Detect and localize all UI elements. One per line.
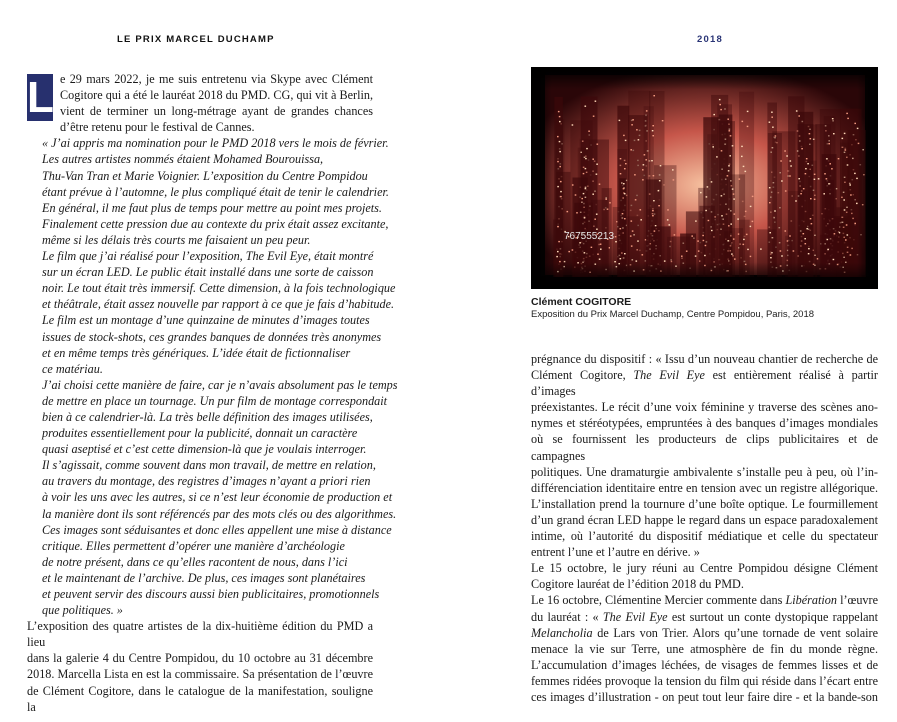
body-line: nymes et stéréotypées, empruntées à des banques d’images mondiales — [531, 416, 878, 431]
quote-line: et le maintenant de l’archive. De plus, ces images sont planétaires — [42, 570, 366, 585]
body-line: ces images d’illustration - on peut tout leur faire dire - et la bande-son — [531, 689, 878, 704]
quote-line: Les autres artistes nommés étaient Mohamed Bourouissa, — [42, 152, 324, 167]
body-line: L’installation prend la tournure d’une boîte optique. Le fourmillement — [531, 496, 878, 511]
exhibition-photo — [531, 67, 878, 289]
closing-line: L’exposition des quatre artistes de la dix-huitième édition du PMD a lieu — [27, 619, 373, 650]
quote-line: de notre présent, dans ce qu’elles racontent de nous, dans l’ici — [42, 554, 348, 569]
city-skyline-image — [531, 67, 878, 289]
intro-paragraph — [27, 71, 373, 135]
quote-line: et peuvent servir des discours aussi bien publicitaires, promotionnels — [42, 587, 380, 601]
quote-line: et en même temps très génériques. L’idée était de fictionnaliser — [42, 345, 351, 360]
quote-line: En général, il me faut plus de temps pour mettre au point mes projets. — [42, 200, 382, 215]
quote-line: même si les délais très courts me faisaient un peu peur. — [42, 232, 311, 247]
body-line: où se fournissent les producteurs de clips publicitaires et de campagnes — [531, 432, 878, 463]
drop-cap: L — [27, 73, 54, 122]
body-line: du lauréat : « The Evil Eye est surtout un conte dystopique rappelant — [531, 609, 878, 624]
quote-line: J’ai choisi cette manière de faire, car je n’avais absolument pas le temps — [42, 377, 398, 392]
quote-line: sur un écran LED. Le public était installé dans une sorte de caisson — [42, 265, 374, 280]
quote-line: la manière dont ils sont référencés par des mots clés ou des algorithmes. — [42, 506, 397, 521]
body-line: Clément Cogitore, The Evil Eye est entièrement réalisé à partir d’images — [531, 368, 878, 399]
quote-line: que politiques. » — [42, 603, 123, 618]
quote-line: Il s’agissait, comme souvent dans mon travail, de mettre en relation, — [42, 458, 376, 473]
left-column — [27, 71, 398, 715]
quote-line: Finalement cette pression due au contexte du prix était assez excitante, — [42, 216, 389, 231]
running-head-year: 2018 — [697, 34, 723, 45]
body-line: L’accumulation d’images léchées, de visages de femmes lisses et de — [531, 657, 878, 672]
quote-line: noir. Le tout était très immersif. Cette dimension, à la fois technologique — [42, 281, 396, 296]
body-line: différenciation identitaire entre en tension avec un registre allégorique. — [531, 480, 878, 495]
body-line: intime, où l’autorité du dispositif médiatique et celle du spectateur — [531, 529, 878, 544]
intro-line: vient de terminer un long-métrage ayant de grandes chances — [60, 104, 373, 119]
quote-line: critique. Elles permettent d’opérer une manière d’archéologie — [42, 538, 345, 553]
quote-line: « J’ai appris ma nomination pour le PMD 2018 vers le mois de février. — [42, 136, 389, 151]
quote-line: bien à ce calendrier-là. La très belle définition des images utilisées, — [42, 409, 373, 424]
body-line: politiques. Une dramaturgie ambivalente s’installe peu à peu, où l’in- — [531, 464, 878, 479]
quote-line: Thu-Van Tran et Marie Voignier. L’exposition du Centre Pompidou — [42, 168, 368, 183]
quote-line: à voir les uns avec les autres, si ce n’est leur économie de production et — [42, 490, 393, 505]
quote-line: produites essentiellement pour la publicité, donnait un caractère — [42, 426, 358, 441]
caption-artist-name: Clément COGITORE — [531, 296, 632, 308]
quote-line: et théâtrale, était assez nouvelle par rapport à ce que je fais d’habitude. — [42, 297, 395, 312]
right-column — [531, 351, 878, 705]
closing-paragraph — [27, 618, 373, 715]
quote-line: quasi aseptisé et c’est cette dimension-là que je voulais interroger. — [42, 442, 367, 457]
closing-line: de Clément Cogitore, dans le catalogue de la manifestation, souligne la — [27, 683, 373, 714]
quote-line: issues de stock-shots, ces grandes banques de données très anonymes — [42, 329, 382, 344]
intro-line: e 29 mars 2022, je me suis entretenu via Skype avec Clément — [60, 72, 373, 86]
body-line: d’un grand écran LED happe le regard dans un espace paradoxalement — [531, 512, 878, 527]
closing-line: dans la galerie 4 du Centre Pompidou, du 10 octobre au 31 décembre — [27, 651, 373, 666]
quote-line: au travers du montage, des registres d’images n’ayant a priori rien — [42, 474, 371, 489]
body-line: menace la vie sur Terre, une atmosphère de fin du monde règne. — [531, 641, 878, 656]
quote-line: de mettre en place un tournage. Un pur film de montage correspondait — [42, 393, 388, 408]
body-line: femmes ridées provoque la tension du film qui réside dans l’écart entre — [531, 673, 878, 688]
quote-line: Le film que j’ai réalisé pour l’exposition, The Evil Eye, était montré — [42, 249, 374, 264]
body-line: préexistantes. Le récit d’une voix féminine y traverse des scènes ano- — [531, 400, 878, 415]
body-line: Melancholia de Lars von Trier. Alors qu’une tornade de vent solaire — [531, 625, 878, 640]
body-line: Cogitore lauréat de l’édition 2018 du PMD. — [531, 577, 744, 592]
body-line: entrent l’une et l’autre en dérive. » — [531, 545, 700, 560]
intro-line: d’être retenu pour le festival de Cannes. — [60, 120, 255, 135]
body-line: prégnance du dispositif : « Issu d’un nouveau chantier de recherche de — [531, 352, 878, 366]
quote-line: Le film est un montage d’une quinzaine de minutes d’images toutes — [42, 313, 370, 328]
quote-line: ce matériau. — [42, 361, 103, 376]
caption-description: Exposition du Prix Marcel Duchamp, Centre Pompidou, Paris, 2018 — [531, 309, 815, 320]
interview-quote — [27, 135, 398, 618]
running-head-title: LE PRIX MARCEL DUCHAMP — [117, 34, 275, 45]
body-line: Le 16 octobre, Clémentine Mercier commente dans Libération l’œuvre — [531, 593, 878, 608]
closing-line: 2018. Marcella Lista en est la commissaire. Sa présentation de l’œuvre — [27, 667, 373, 682]
intro-line: Cogitore qui a été le lauréat 2018 du PMD. CG, qui vit à Berlin, — [60, 88, 373, 103]
quote-line: Ces images sont séduisantes et donc elles appellent une mise à distance — [42, 522, 392, 537]
body-line: Le 15 octobre, le jury réuni au Centre Pompidou désigne Clément — [531, 561, 878, 576]
quote-line: étant prévue à l’automne, le plus compliqué était de tenir le calendrier. — [42, 184, 389, 199]
photo-overlay-number: 767555213 — [564, 231, 615, 242]
